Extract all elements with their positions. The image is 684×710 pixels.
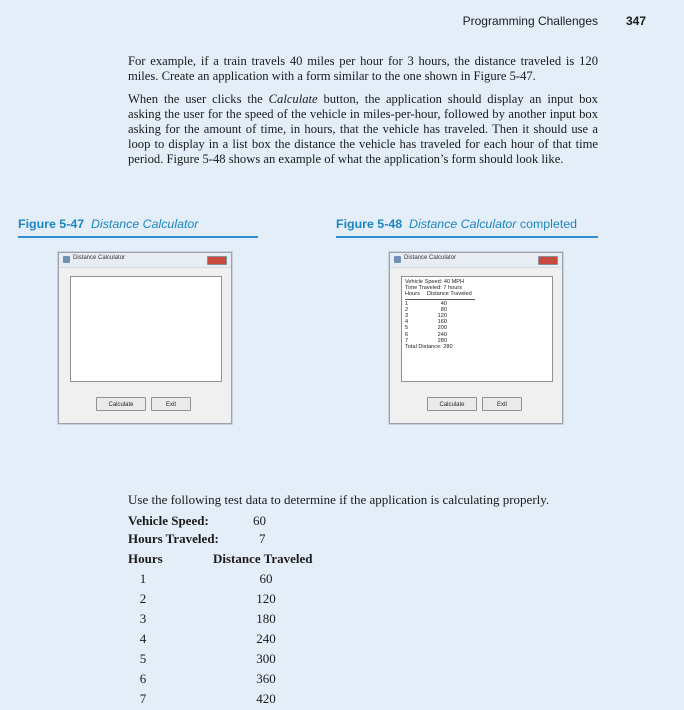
table-cell-hour: 1 [139,571,147,586]
hours-traveled-value: 7 [259,531,266,546]
paragraph-instructions-pre: When the user clicks the [128,92,269,106]
page-number: 347 [625,14,646,28]
listbox-row: 4 160 [405,319,447,326]
app-icon [63,256,70,263]
listbox-col-hours: Hours [405,291,420,298]
table-cell-distance: 300 [256,651,276,666]
table-cell-hour: 2 [139,591,147,606]
window-title: Distance Calculator [73,255,126,261]
table-cell-distance: 120 [256,591,276,606]
paragraph-instructions-post: button, the application should display an input box asking the user for the speed of the vehicle in miles-per-hour, followed by another input box asking for the amount of time, in hours, that the vehicle has traveled. Then it should use a loop to display in a list box the distance the vehicle has traveled for each hour of that time period. Figure 5-48 shows an example of what the application’s form should look like. [128,92,598,166]
listbox-separator [405,299,475,300]
figure-number: Figure 5-47 [18,217,85,231]
listbox-content [405,279,475,350]
caption-rule [18,236,258,238]
window-controls-icon[interactable] [538,256,558,265]
paragraph-instructions [128,92,598,167]
table-cell-distance: 60 [259,571,273,586]
figure-5-47-caption [18,217,198,231]
vehicle-speed-label: Vehicle Speed: [128,513,209,528]
table-cell-hour: 3 [139,611,147,626]
table-cell-hour: 4 [139,631,147,646]
table-col-distance: Distance Traveled [213,551,313,566]
figure-5-48-caption [336,217,577,231]
table-cell-distance: 360 [256,671,276,686]
distance-calculator-window-completed [389,252,563,424]
figure-title-suffix: completed [516,217,578,231]
window-title: Distance Calculator [404,255,457,261]
listbox-row: 3 120 [405,313,447,320]
figure-title: Distance Calculator [91,217,199,231]
hours-traveled-label: Hours Traveled: [128,531,219,546]
table-cell-hour: 7 [139,691,147,706]
output-listbox[interactable] [401,276,553,382]
window-controls-icon[interactable] [207,256,227,265]
listbox-row: 5 200 [405,325,447,332]
caption-rule [336,236,598,238]
listbox-header [405,291,475,297]
distance-calculator-window-empty [58,252,232,424]
calculate-button[interactable]: Calculate [96,397,146,411]
table-col-hours: Hours [128,551,163,566]
vehicle-speed-value: 60 [253,513,266,528]
listbox-row: 1 40 [405,300,447,307]
exit-button[interactable]: Exit [482,397,522,411]
exit-button[interactable]: Exit [151,397,191,411]
window-titlebar [390,253,562,268]
figure-title: Distance Calculator [409,217,517,231]
table-cell-hour: 5 [139,651,147,666]
listbox-row: 6 240 [405,331,447,338]
listbox-total-line: Total Distance: 280 [405,344,453,351]
table-cell-hour: 6 [139,671,147,686]
figure-number: Figure 5-48 [336,217,403,231]
listbox-col-distance: Distance Traveled [427,291,472,298]
window-titlebar [59,253,231,268]
table-cell-distance: 240 [256,631,276,646]
listbox-speed-line: Vehicle Speed: 40 MPH [405,279,465,285]
table-cell-distance: 420 [256,691,276,706]
output-listbox[interactable] [70,276,222,382]
listbox-time-line: Time Traveled: 7 hours [405,285,462,292]
paragraph-example: For example, if a train travels 40 miles per hour for 3 hours, the distance traveled is 120 miles. Create an application with a form similar to the one shown in Figure 5-47. [128,54,598,83]
app-icon [394,256,401,263]
listbox-row: 7 280 [405,337,447,344]
listbox-row: 2 80 [405,306,447,313]
running-header-title: Programming Challenges [462,14,598,28]
calculate-emphasis: Calculate [268,92,318,106]
test-data-intro: Use the following test data to determine if the application is calculating properly. [128,492,550,507]
table-cell-distance: 180 [256,611,276,626]
calculate-button[interactable]: Calculate [427,397,477,411]
